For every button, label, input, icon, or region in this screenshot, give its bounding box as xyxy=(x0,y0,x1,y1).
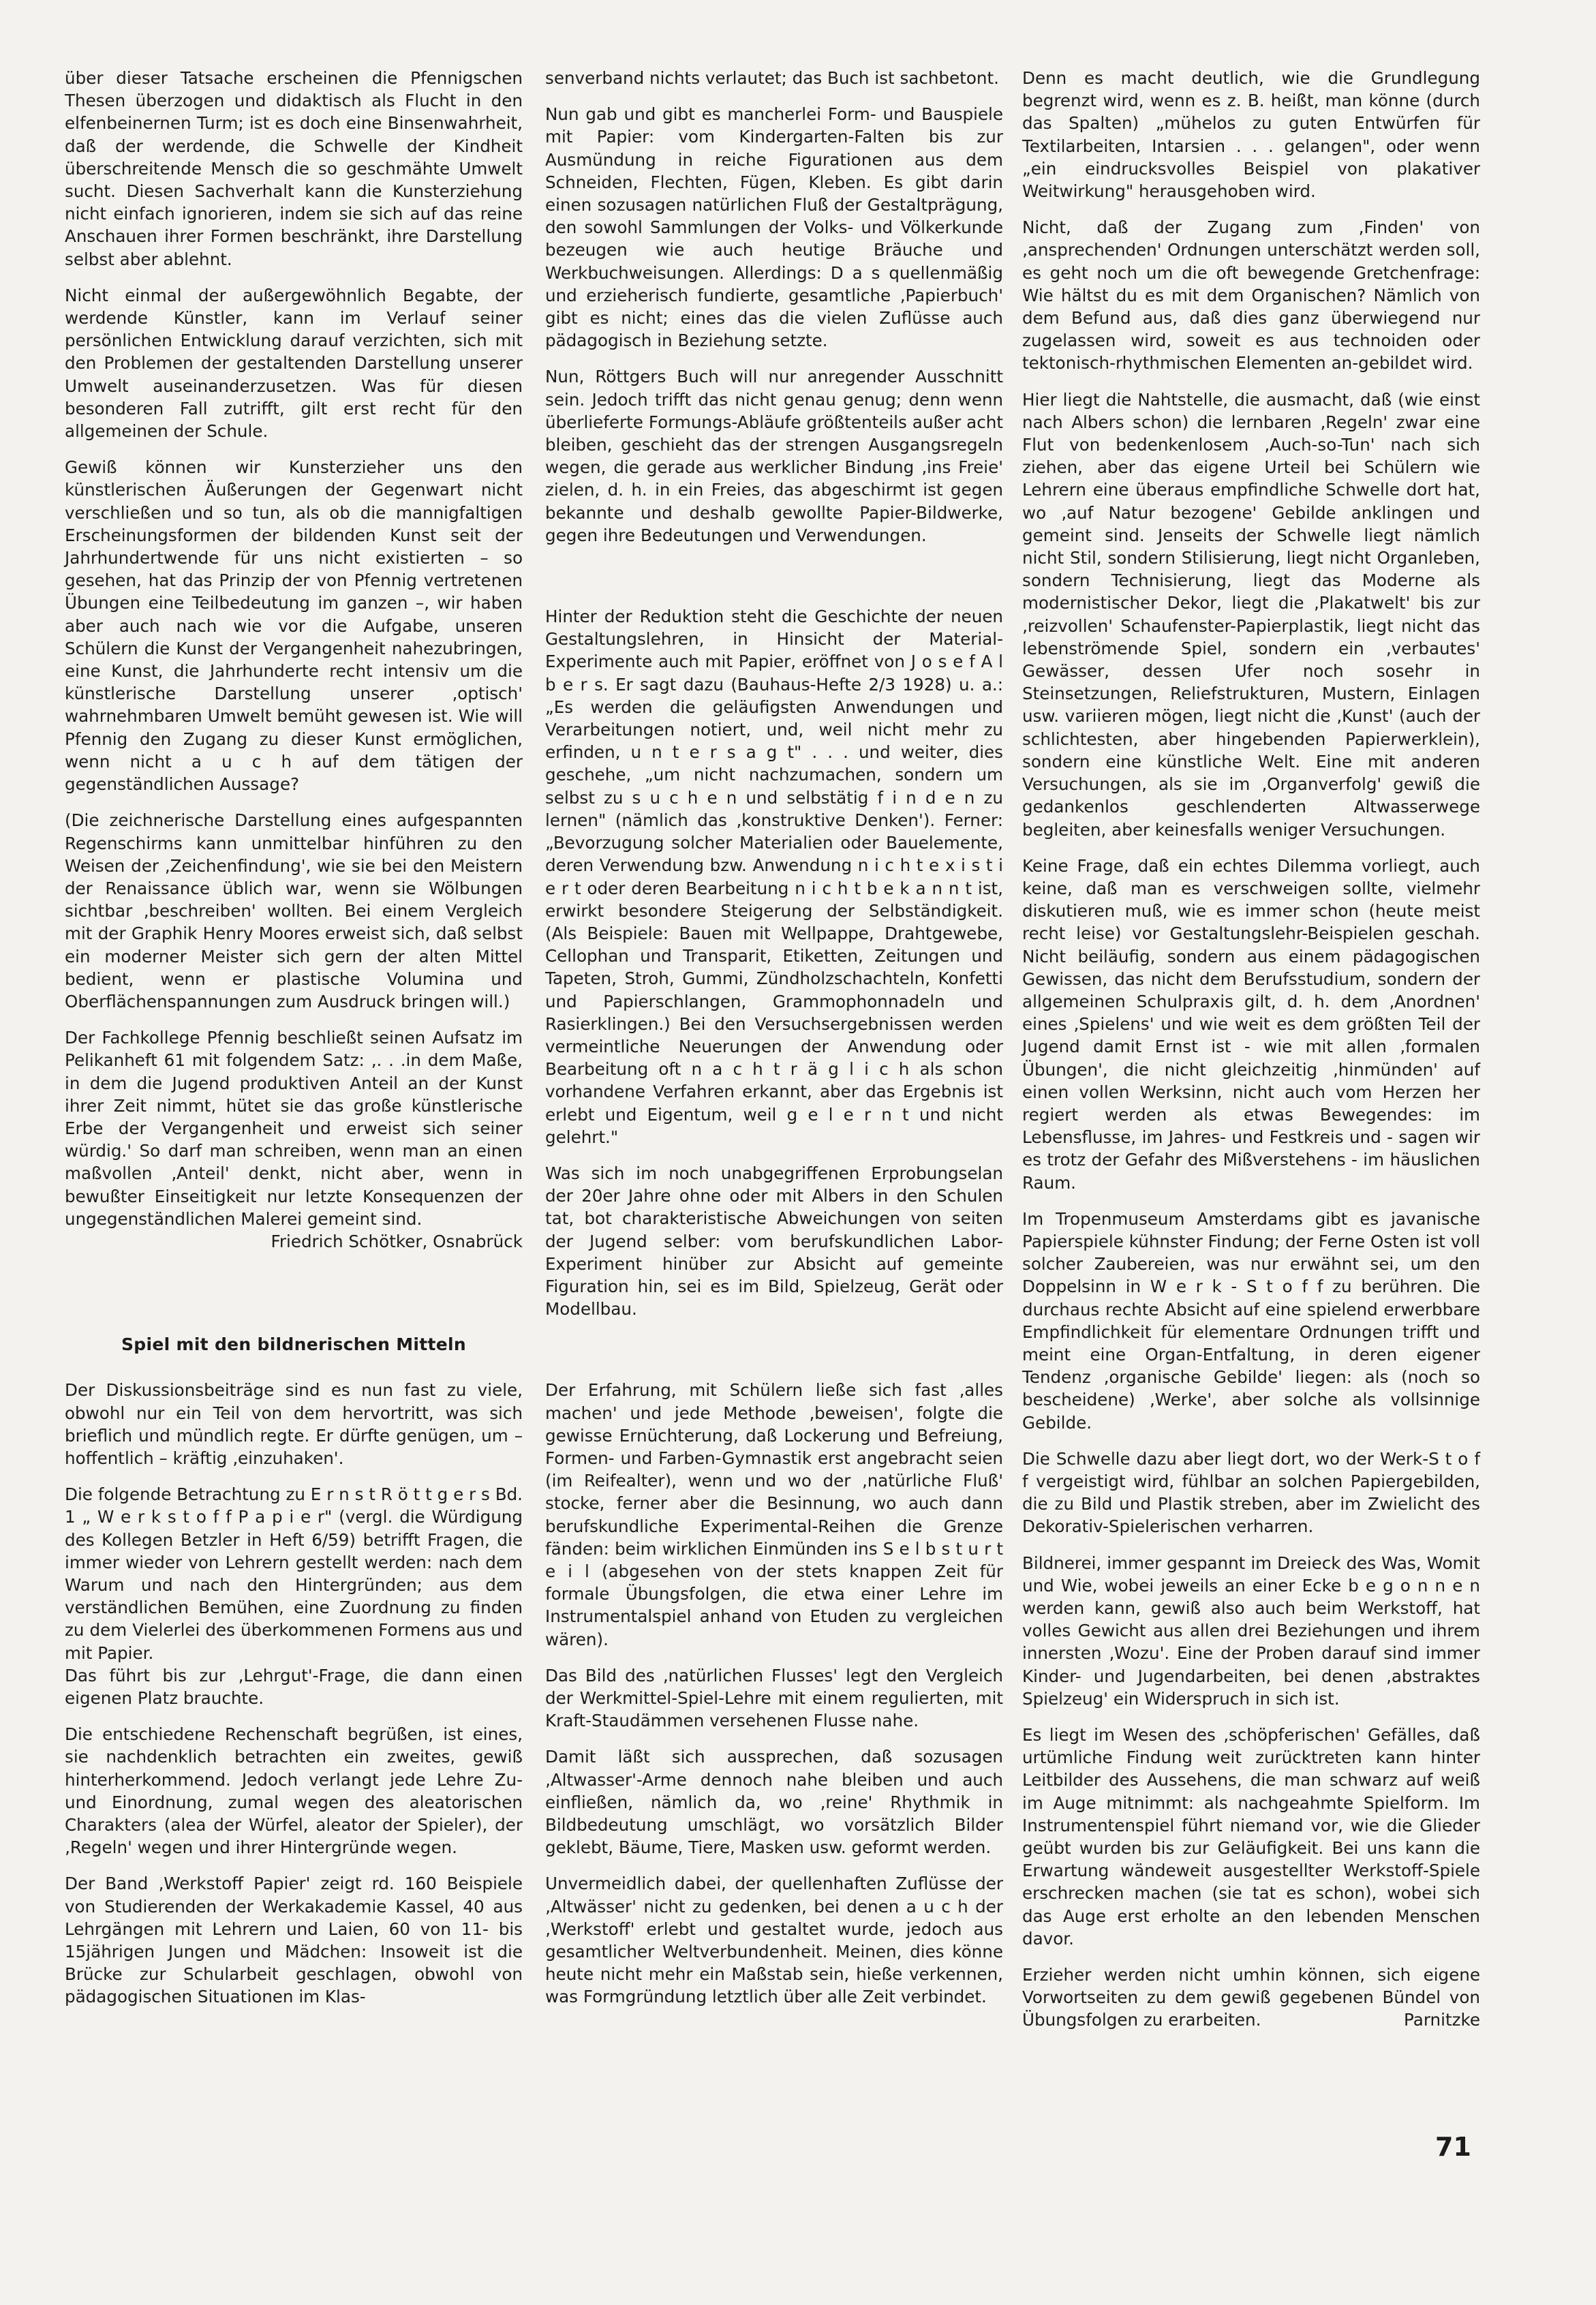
paragraph: Nun, Röttgers Buch will nur anregender Ausschnitt sein. Jedoch trifft das nicht genau genug; denn wenn überlieferte Formungs-Abläufe größtenteils außer acht bleiben, geschieht das der strengen Ausgangsregeln wegen, die gerade aus werklicher Bindung ‚ins Freie' zielen, d. h. in ein Freies, das abgeschirmt ist gegen bekannte und deshalb gewollte Papier-Bildwerke, gegen ihre Bedeutungen und Verwendungen. xyxy=(545,367,1003,545)
paragraph: Denn es macht deutlich, wie die Grundlegung begrenzt wird, wenn es z. B. heißt, man könne (durch das Spalten) „mühelos zu guten Entwürfen für Textilarbeiten, Intarsien . . . gelangen", oder wenn „ein eindrucksvolles Beispiel von plakativer Weitwirkung" herausgehoben wird. xyxy=(1022,68,1480,202)
paragraph: Keine Frage, daß ein echtes Dilemma vorliegt, auch keine, daß man es verschweigen sollte, vielmehr diskutieren muß, wie es immer schon (heute meist recht leise) vor Gestaltungslehr-Beispielen geschah. Nicht beiläufig, sondern aus einem pädagogischen Gewissen, das nicht dem Berufsstudium, sondern der allgemeinen Schulpraxis gilt, d. h. dem ‚Anordnen' eines ‚Spielens' und wie weit es dem größten Teil der Jugend damit Ernst ist - wie mit allen ‚formalen Übungen', die nicht gleichzeitig ‚hinmünden' auf einen vollen Werksinn, nicht auch vom Herzen her regiert werden als etwas Bewegendes: im Lebensflusse, im Jahres- und Festkreis und - sagen wir es trotz der Gefahr des Mißverstehens - im häuslichen Raum. xyxy=(1022,855,1480,1193)
paragraph: über dieser Tatsache erscheinen die Pfennigschen Thesen überzogen und didaktisch als Flucht in den elfenbeinernen Turm; ist es doch eine Binsenwahrheit, daß der werdende, die Schwelle der Kindheit überschreitende Mensch die so geschmähte Umwelt sucht. Diesen Sachverhalt kann die Kunsterziehung nicht einfach ignorieren, indem sie sich auf das reine Anschauen ihrer Formen beschränkt, ihre Darstellung selbst aber ablehnt. xyxy=(65,68,523,269)
text-column-2 xyxy=(545,67,1003,2022)
paragraph: Nun gab und gibt es mancherlei Form- und Bauspiele mit Papier: vom Kindergarten-Falten bis zur Ausmündung in reiche Figurationen aus dem Schneiden, Flechten, Fügen, Kleben. Es gibt darin einen sozusagen natürlichen Fluß der Gestaltprägung, den sowohl Sammlungen der Volks- und Völkerkunde bezeugen wie auch heutige Bräuche und Werkbuchweisungen. Allerdings: D a s quellenmäßig und erzieherisch fundierte, gesamtliche ‚Papierbuch' gibt es nicht; eines das die vielen Zuflüsse auch pädagogisch in Beziehung setzte. xyxy=(545,104,1003,351)
paragraph: Bildnerei, immer gespannt im Dreieck des Was, Womit und Wie, wobei jeweils an einer Ecke b e g o n n e n werden kann, gewiß also auch beim Werkstoff, hat volles Gewicht aus allen drei Beziehungen und ihrem innersten ‚Wozu'. Eine der Proben darauf sind immer Kinder- und Jugendarbeiten, bei denen ‚abstraktes Spielzeug' ein Widerspruch in sich ist. xyxy=(1022,1553,1480,1709)
paragraph: Im Tropenmuseum Amsterdams gibt es javanische Papierspiele kühnster Findung; der Ferne Osten ist voll solcher Zaubereien, was nur erwähnt sei, um den Doppelsinn in W e r k - S t o f f zu berühren. Die durchaus rechte Absicht auf eine spielend erwerbbare Empfindlichkeit für elementare Ordnungen trifft und meint eine Organ-Entfaltung, in deren eigener Tendenz ‚organische Gebilde' liegen: als (noch so bescheidene) ‚Werke', aber solche als vollsinnige Gebilde. xyxy=(1022,1208,1480,1433)
paragraph xyxy=(1022,1964,1480,2032)
paragraph: Nicht, daß der Zugang zum ‚Finden' von ‚ansprechenden' Ordnungen unterschätzt werden soll, es geht noch um die oft bewegende Gretchenfrage: Wie hältst du es mit dem Organischen? Nämlich von dem Befund aus, daß dies ganz überwiegend nur zugelassen wird, soweit es aus technoiden oder tektonisch-rhythmischen Elementen an-gebildet wird. xyxy=(1022,217,1480,373)
section-gap xyxy=(545,560,1003,605)
paragraph: (Die zeichnerische Darstellung eines aufgespannten Regenschirms kann unmittelbar hinführen zu den Weisen der ‚Zeichenfindung', wie sie bei den Meistern der Renaissance üblich war, wenn sie Wölbungen sichtbar ‚beschreiben' wollten. Bei einem Vergleich mit der Graphik Henry Moores erweist sich, daß selbst ein moderner Meister sich gern der alten Mittel bedient, wenn er plastische Volumina und Oberflächenspannungen zum Ausdruck bringen will.) xyxy=(65,810,523,1011)
paragraph: Der Diskussionsbeiträge sind es nun fast zu viele, obwohl nur ein Teil von dem hervortritt, was sich brieflich und mündlich regte. Er dürfte genügen, um – hoffentlich – kräftig ‚einzuhaken'. xyxy=(65,1380,523,1468)
paragraph: Was sich im noch unabgegriffenen Erprobungselan der 20er Jahre ohne oder mit Albers in den Schulen tat, bot charakteristische Abweichungen von seiten der Jugend selber: vom berufskundlichen Labor-Experiment hinüber zur Absicht auf gemeinte Figuration hin, sei es im Bild, Spielzeug, Gerät oder Modellbau. xyxy=(545,1163,1003,1319)
paragraph: Es liegt im Wesen des ‚schöpferischen' Gefälles, daß urtümliche Findung weit zurücktreten kann hinter Leitbilder des Aussehens, die man schwarz auf weiß im Auge mitnimmt: als nachgeahmte Spielform. Im Instrumentenspiel führt niemand vor, wie die Glieder geübt wurden bis zur Geläufigkeit. Bei uns kann die Erwartung wändeweit ausgestellter Werkstoff-Spiele erschrecken machen (sie tat es schon), wobei sich das Auge erst erholte an den lebenden Menschen davor. xyxy=(1022,1725,1480,1949)
text-column-1 xyxy=(65,67,523,2022)
author-signature: Parnitzke xyxy=(1404,2010,1480,2030)
paragraph: Die folgende Betrachtung zu E r n s t R ö t t g e r s Bd. 1 „ W e r k s t o f f P a p i e r" (vergl. die Würdigung des Kollegen Betzler in Heft 6/59) betrifft Fragen, die immer wieder von Lehrern gestellt werden: nach dem Warum und nach den Hintergründen; aus dem verständlichen Bemühen, eine Zuordnung zu finden zu dem Vielerlei des überkommenen Formens aus und mit Papier. Das führt bis zur ‚Lehrgut'-Frage, die dann einen eigenen Platz brauchte. xyxy=(65,1484,523,1708)
page-number: 71 xyxy=(1435,2132,1471,2162)
paragraph: Das Bild des ‚natürlichen Flusses' legt den Vergleich der Werkmittel-Spiel-Lehre mit einem regulierten, mit Kraft-Staudämmen versehenen Flusse nahe. xyxy=(545,1665,1003,1731)
paragraph: Der Erfahrung, mit Schülern ließe sich fast ‚alles machen' und jede Methode ‚beweisen', folgte die gewisse Ernüchterung, daß Lockerung und Befreiung, Formen- und Farben-Gymnastik erst angebracht seien (im Reifealter), wenn und wo der ‚natürliche Fluß' stocke, ferner aber die Besinnung, wo auch dann berufskundliche Experimental-Reihen die Grenze fänden: beim wirklichen Einmünden ins S e l b s t u r t e i l (abgesehen von der stets knappen Zeit für formale Übungsfolgen, die etwa einer Lehre im Instrumentalspiel anhand von Etuden zu vergleichen wären). xyxy=(545,1380,1003,1649)
paragraph: Nicht einmal der außergewöhnlich Begabte, der werdende Künstler, kann im Verlauf seiner persönlichen Entwicklung darauf verzichten, sich mit den Problemen der gestaltenden Darstellung unserer Umwelt auseinanderzusetzen. Was für diesen besonderen Fall zutrifft, gilt erst recht für den allgemeinen der Schule. xyxy=(65,285,523,442)
paragraph: Unvermeidlich dabei, der quellenhaften Zuflüsse der ‚Altwässer' nicht zu gedenken, bei denen a u c h der ‚Werkstoff' erlebt und gestaltet wurde, jedoch aus gesamtlicher Weltverbundenheit. Meinen, dies könne heute nicht mehr ein Maßstab sein, hieße verkennen, was Formgründung letztlich über alle Zeit verbindet. xyxy=(545,1874,1003,2007)
paragraph: Die entschiedene Rechenschaft begrüßen, ist eines, sie nachdenklich betrachten ein zweites, gewiß hinterherkommend. Jedoch verlangt jede Lehre Zu- und Einordnung, zumal wegen des aleatorischen Charakters (alea der Würfel, aleator der Spieler), der ‚Regeln' wegen und ihrer Hintergründe wegen. xyxy=(65,1724,523,1858)
paragraph: Der Fachkollege Pfennig beschließt seinen Aufsatz im Pelikanheft 61 mit folgendem Satz: ‚. . .in dem Maße, in dem die Jugend produktiven Anteil an der Kunst ihrer Zeit nimmt, hütet sie das große künstlerische Erbe der Vergangenheit und erweist sich seiner würdig.' So darf man schreiben, wenn man an einen maßvollen ‚Anteil' denkt, nicht aber, wenn in bewußter Einseitigkeit nur letzte Konsequenzen der ungegenständlichen Malerei gemeint sind. xyxy=(65,1028,523,1229)
section-heading: Spiel mit den bildnerischen Mitteln xyxy=(121,1334,467,1355)
paragraph: Die Schwelle dazu aber liegt dort, wo der Werk-S t o f f vergeistigt wird, fühlbar an solchen Papiergebilden, die zu Bild und Plastik streben, aber im Zwielicht des Dekorativ-Spielerischen verharren. xyxy=(1022,1448,1480,1537)
author-signature: Friedrich Schötker, Osnabrück xyxy=(271,1231,523,1251)
paragraph: Der Band ‚Werkstoff Papier' zeigt rd. 160 Beispiele von Studierenden der Werkakademie Kassel, 40 aus Lehrgängen mit Lehrern und Laien, 60 von 11- bis 15jährigen Jungen und Mädchen: Insoweit ist die Brücke zur Schularbeit geschlagen, obwohl von pädagogischen Situationen im Klas- xyxy=(65,1874,523,2007)
paragraph: Damit läßt sich aussprechen, daß sozusagen ‚Altwasser'-Arme dennoch nahe bleiben und auch einfließen, nämlich da, wo ‚reine' Rhythmik in Bildbedeutung umschlägt, wo vorsätzlich Bilder geklebt, Bäume, Tiere, Masken usw. geformt werden. xyxy=(545,1747,1003,1858)
paragraph: Gewiß können wir Kunsterzieher uns den künstlerischen Äußerungen der Gegenwart nicht verschließen und so tun, als ob die mannigfaltigen Erscheinungsformen der bildenden Kunst seit der Jahrhundertwende für uns nicht existierten – so gesehen, hat das Prinzip der von Pfennig vertretenen Übungen eine Teilbedeutung im ganzen –, wir haben aber auch nach wie vor die Aufgabe, unseren Schülern die Kunst der Vergangenheit nahezubringen, eine Kunst, die Jahrhunderte recht intensiv um die künstlerische Darstellung unserer ‚optisch' wahrnehmbaren Umwelt bemüht gewesen ist. Wie will Pfennig den Zugang zu dieser Kunst ermöglichen, wenn nicht a u c h auf dem tätigen der gegenständlichen Aussage? xyxy=(65,457,523,795)
paragraph: Hier liegt die Nahtstelle, die ausmacht, daß (wie einst nach Albers schon) die lernbaren ‚Regeln' zwar eine Flut von bedenkenlosem ‚Auch-so-Tun' nach sich ziehen, aber das eigene Urteil bei Schülern wie Lehrern eine überaus empfindliche Schwelle dort hat, wo ‚auf Natur bezogene' Gebilde anklingen und gemeint sind. Jenseits der Schwelle liegt nämlich nicht Stil, sondern Stilisierung, liegt nicht Organleben, sondern Technisierung, liegt das Moderne als modernistischer Dekor, liegt die ‚Plakatwelt' bis zur ‚reizvollen' Schaufenster-Papierplastik, liegt nicht das lebenströmende Spiel, sondern ein ‚verbautes' Gewässer, dessen Ufer noch sosehr in Steinsetzungen, Reliefstrukturen, Mustern, Einlagen usw. variieren mögen, liegt nicht die ‚Kunst' (auch der schlichtesten, aber hingebenden Papierwerklein), sondern eine künstliche Welt. Eine mit anderen Versuchungen, als sie im ‚Organverfolg' gewiß die gedankenlos geschlenderten Altwasserwege begleiten, aber keinesfalls weniger Versuchungen. xyxy=(1022,389,1480,840)
signature-line xyxy=(65,1230,523,1253)
paragraph: Hinter der Reduktion steht die Geschichte der neuen Gestaltungslehren, in Hinsicht der Material-Experimente auch mit Papier, eröffnet von J o s e f A l b e r s. Er sagt dazu (Bauhaus-Hefte 2/3 1928) u. a.: „Es werden die geläufigsten Anwendungen und Verarbeitungen notiert, und, weil nicht mehr zu erfinden, u n t e r s a g t" . . . und weiter, dies geschehe, „um nicht nachzumachen, sondern um selbst zu s u c h e n und selbstätig f i n d e n zu lernen" (nämlich das ‚konstruktive Denken'). Ferner: „Bevorzugung solcher Materialien oder Bauelemente, deren Verwendung bzw. Anwendung n i c h t e x i s t i e r t oder deren Bearbeitung n i c h t b e k a n n t ist, erwirkt besondere Steigerung der Selbständigkeit. (Als Beispiele: Bauen mit Wellpappe, Drahtgewebe, Cellophan und Transparit, Etiketten, Zeitungen und Tapeten, Stroh, Gummi, Zündholzschachteln, Konfetti und Papierschlangen, Grammophonnadeln und Rasierklingen.) Bei den Versuchsergebnissen werden vermeintliche Neuerungen der Anwendung oder Bearbeitung oft n a c h t r ä g l i c h als schon vorhandene Verfahren erkannt, aber das Ergebnis ist erlebt und Eigentum, weil g e l e r n t und nicht gelehrt." xyxy=(545,607,1003,1147)
paragraph-text: Erzieher werden nicht umhin können, sich eigene Vorwortseiten zu dem gewiß gegebenen Bündel von Übungsfolgen zu erarbeiten. xyxy=(1022,1965,1480,2030)
paragraph: senverband nichts verlautet; das Buch ist sachbetont. xyxy=(545,68,999,88)
text-column-3 xyxy=(1022,67,1480,2032)
section-gap xyxy=(545,1334,1003,1379)
